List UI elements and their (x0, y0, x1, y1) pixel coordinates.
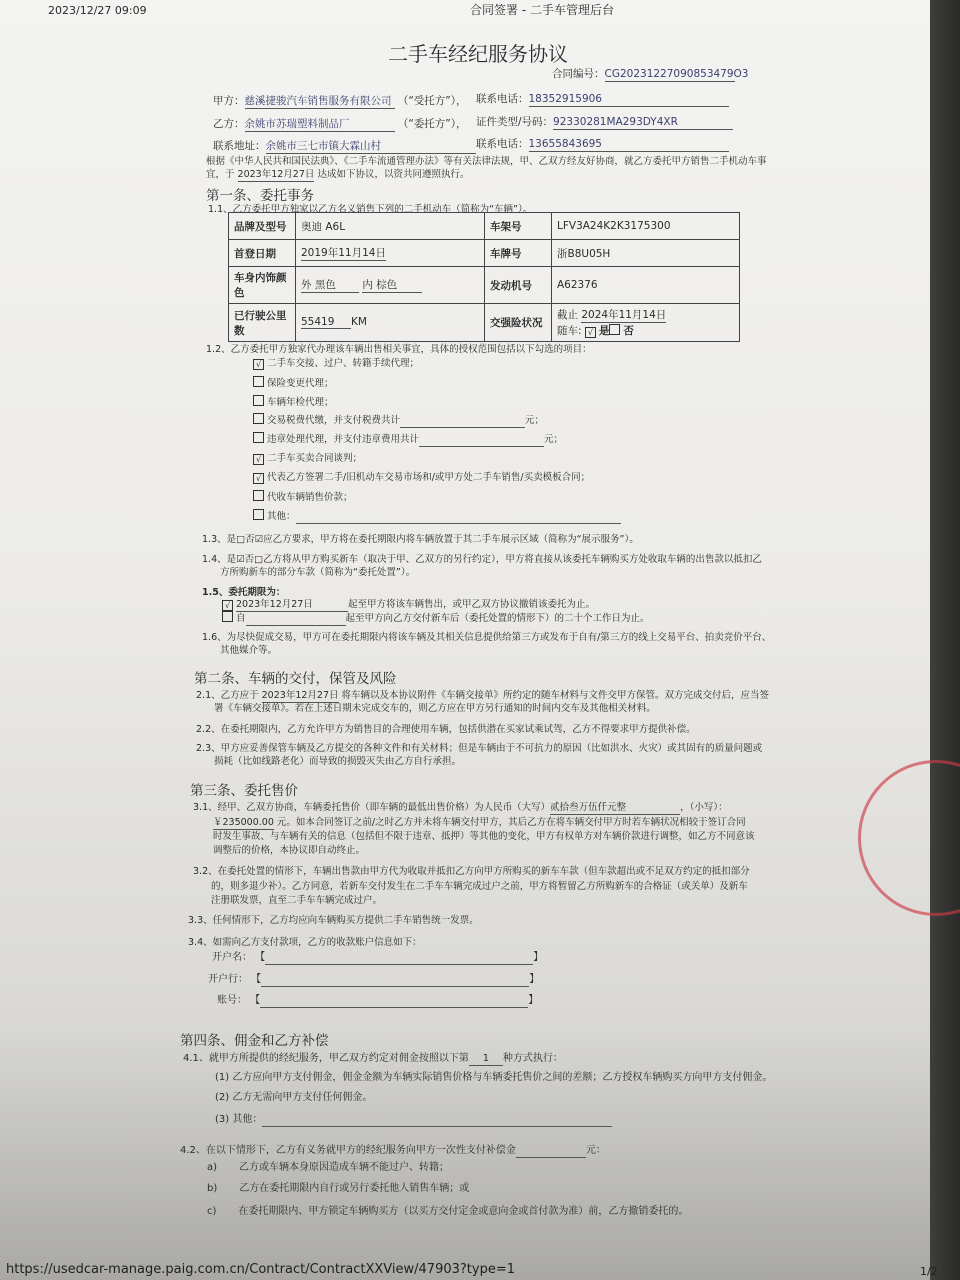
background-edge (930, 0, 960, 1280)
option-4: 交易税费代缴，并支付税费共计 元； (253, 413, 544, 428)
section-2-title: 第二条、车辆的交付，保管及风险 (194, 671, 397, 687)
clause-4-2-c: c) 在委托期限内、甲方锁定车辆购买方（以买方交付定金或意向金或首付款为准）前，乙方撤销委托的。 (207, 1206, 689, 1217)
vin-value: LFV3A24K2K3175300 (552, 213, 740, 240)
clause-2-1-a: 2.1、乙方应于 2023年12月27日 将车辆以及本协议附件《车辆交接单》所约定的随车材料与文件交甲方保管。双方完成交付后，应当签 (196, 690, 770, 701)
clause-3-4: 3.4、如需向乙方支付款项，乙方的收款账户信息如下： (188, 937, 422, 948)
clause-4-2-a: a) 乙方或车辆本身原因造成车辆不能过户、转籍； (207, 1162, 450, 1173)
party-b: 乙方：余姚市苏瑞塑料制品厂 （“委托方”）， (213, 118, 467, 130)
mileage-value: 55419 KM (296, 304, 485, 342)
reg-date-value: 2019年11月14日 (296, 240, 485, 267)
mileage-label: 已行驶公里数 (229, 304, 296, 342)
intro-line-1: 根据《中华人民共和国民法典》、《二手车流通管理办法》等有关法律法规，甲、乙双方经友好协商，就乙方委托甲方销售二手机动车事 (206, 156, 767, 167)
clause-4-2-b: b) 乙方在委托期限内自行或另行委托他人销售车辆；或 (207, 1183, 470, 1194)
vehicle-table (228, 212, 740, 342)
option-8: 代收车辆销售价款； (253, 490, 353, 504)
account-bank: 开户行： 【 】 (208, 974, 540, 985)
clause-2-1-b: 署《车辆交接单》。若在上述日期未完成交车的，则乙方应在甲方另行通知的时间内交车及其他相关材料。 (214, 703, 656, 714)
intro-line-2: 宜，于 2023年12月27日 达成如下协议，以资共同遵照执行。 (206, 169, 470, 180)
insurance-value: 截止 2024年11月14日 随车: √ 是 否 (552, 304, 740, 342)
clause-1-6-b: 其他媒介等。 (220, 645, 278, 656)
option-1: √ 二手车交接、过户、转籍手续代理； (253, 357, 419, 370)
clause-1-1: 1.1、乙方委托甲方独家以乙方名义销售下列的二手机动车（简称为“车辆”）。 (208, 204, 533, 215)
insurance-label: 交强险状况 (485, 304, 552, 342)
clause-1-5-a: √ 2023年12月27日 起至甲方将该车辆售出，或甲乙双方协议撤销该委托为止。 (222, 598, 595, 612)
clause-4-1-1: (1) 乙方应向甲方支付佣金，佣金金额为车辆实际销售价格与车辆委托售价之间的差额；乙方授权车辆购买方向甲方支付佣金。 (215, 1072, 773, 1083)
engine-label: 发动机号 (485, 267, 552, 304)
section-4-title: 第四条、佣金和乙方补偿 (180, 1033, 329, 1049)
clause-3-2-a: 3.2、在委托处置的情形下，车辆出售款由甲方代为收取并抵扣乙方向甲方所购买的新车车款（但车款超出或不足双方约定的抵扣部分 (193, 866, 750, 877)
account-number: 账号： 【 】 (217, 995, 539, 1006)
insurance-yes-checkbox: √ (585, 327, 596, 338)
color-value: 外 黑色 内 棕色 (296, 267, 485, 304)
section-3-title: 第三条、委托售价 (190, 783, 298, 799)
clause-1-4-b: 方所购新车的部分车款（简称为“委托处置”）。 (220, 567, 416, 578)
section-1-title: 第一条、委托事务 (206, 188, 314, 204)
contract-no: 合同编号：CG20231227090853479O3 (552, 68, 749, 80)
vin-label: 车架号 (485, 213, 552, 240)
clause-3-1-b: ￥235000.00 元。如本合同签订之前/之时乙方并未将车辆交付甲方，其后乙方在将车辆交付甲方时若车辆状况相较于签订合同 (213, 817, 746, 828)
clause-2-2: 2.2、在委托期限内，乙方允许甲方为销售目的合理使用车辆，包括供潜在买家试乘试驾，乙方不得要求甲方提供补偿。 (196, 724, 696, 735)
clause-4-1: 4.1、就甲方所提供的经纪服务，甲乙双方约定对佣金按照以下第 1 种方式执行： (183, 1053, 563, 1064)
clause-4-1-3: (3) 其他： (215, 1113, 612, 1127)
clause-4-2: 4.2、在以下情形下，乙方有义务就甲方的经纪服务向甲方一次性支付补偿金 元： (180, 1145, 606, 1156)
option-7: √ 代表乙方签署二手/旧机动车交易市场和/或甲方处二手车销售/买卖模板合同； (253, 471, 590, 484)
clause-3-3: 3.3、任何情形下，乙方均应向车辆购买方提供二手车销售统一发票。 (188, 915, 479, 926)
reg-date-label: 首登日期 (229, 240, 296, 267)
party-b-address: 联系地址：余姚市三七市镇大霖山村 (213, 140, 476, 154)
party-b-id: 证件类型/号码：92330281MA293DY4XR (476, 116, 733, 130)
option-3: 车辆年检代理； (253, 395, 334, 409)
clause-2-3-a: 2.3、甲方应妥善保管车辆及乙方提交的各种文件和有关材料；但是车辆由于不可抗力的原因（比如洪水、火灾）或其固有的质量问题或 (196, 743, 763, 754)
insurance-no-checkbox (609, 324, 620, 335)
party-b-phone: 联系电话：13655843695 (476, 138, 729, 152)
clause-1-2: 1.2、乙方委托甲方独家代办理该车辆出售相关事宜，具体的授权范围包括以下勾选的项目： (206, 344, 592, 355)
option-2: 保险变更代理； (253, 376, 334, 390)
party-a: 甲方：慈溪捷骏汽车销售服务有限公司 （“受托方”）， (213, 95, 467, 107)
plate-label: 车牌号 (485, 240, 552, 267)
clause-2-3-b: 损耗（比如线路老化）而导致的损毁灭失由乙方自行承担。 (214, 756, 462, 767)
print-page-title: 合同签署 - 二手车管理后台 (470, 3, 614, 17)
clause-3-1-a: 3.1、经甲、乙双方协商，车辆委托售价（即车辆的最低出售价格）为人民币（大写）贰拾叁万伍仟元整 ，（小写）： (193, 802, 728, 813)
footer-url: https://usedcar-manage.paig.com.cn/Contract/ContractXXView/47903?type=1 (6, 1262, 515, 1277)
clause-3-1-c: 时发生事故、与车辆有关的信息（包括但不限于违章、抵押）等其他的变化，甲方有权单方对车辆价款进行调整，如乙方不同意该 (213, 831, 755, 842)
clause-3-2-b: 的，则多退少补）。乙方同意，若新车交付发生在二手车车辆完成过户之前，甲方将暂留乙方所购新车的合格证（或关单）及新车 (211, 881, 748, 892)
clause-1-6-a: 1.6、为尽快促成交易，甲方可在委托期限内将该车辆及其相关信息提供给第三方或发布于自有/第三方的线上交易平台、拍卖竞价平台、 (202, 632, 772, 643)
clause-1-5: 1.5、委托期限为： (202, 587, 286, 598)
brand-label: 品牌及型号 (229, 213, 296, 240)
clause-4-1-2: (2) 乙方无需向甲方支付任何佣金。 (215, 1092, 373, 1103)
plate-value: 浙B8U05H (552, 240, 740, 267)
clause-3-2-c: 注册联发票，直至二手车车辆完成过户。 (211, 895, 383, 906)
party-a-phone: 联系电话：18352915906 (476, 93, 729, 107)
option-5: 违章处理代理，并支付违章费用共计 元； (253, 432, 563, 447)
clause-1-3: 1.3、是□否☑应乙方要求，甲方将在委托期限内将车辆放置于其二手车展示区域（简称为“展示服务”）。 (202, 534, 639, 545)
clause-1-4-a: 1.4、是☑否□乙方将从甲方购买新车（取决于甲、乙双方的另行约定），甲方将直接从该委托车辆购买方处收取车辆的出售款以抵扣乙 (202, 554, 762, 565)
footer-page-number: 1/2 (920, 1265, 938, 1278)
clause-1-5-b: 自 起至甲方向乙方交付新车后（委托处置的情形下）的二十个工作日为止。 (222, 611, 650, 626)
brand-value: 奥迪 A6L (296, 213, 485, 240)
print-datetime: 2023/12/27 09:09 (48, 4, 147, 17)
clause-3-1-d: 调整后的价格，本协议即自动终止。 (213, 845, 366, 856)
option-9: 其他： (253, 509, 621, 524)
document-title: 二手车经纪服务协议 (388, 42, 568, 66)
engine-value: A62376 (552, 267, 740, 304)
color-label: 车身内饰颜色 (229, 267, 296, 304)
account-name: 开户名： 【 】 (212, 952, 544, 963)
option-6: √ 二手车买卖合同谈判； (253, 452, 362, 465)
